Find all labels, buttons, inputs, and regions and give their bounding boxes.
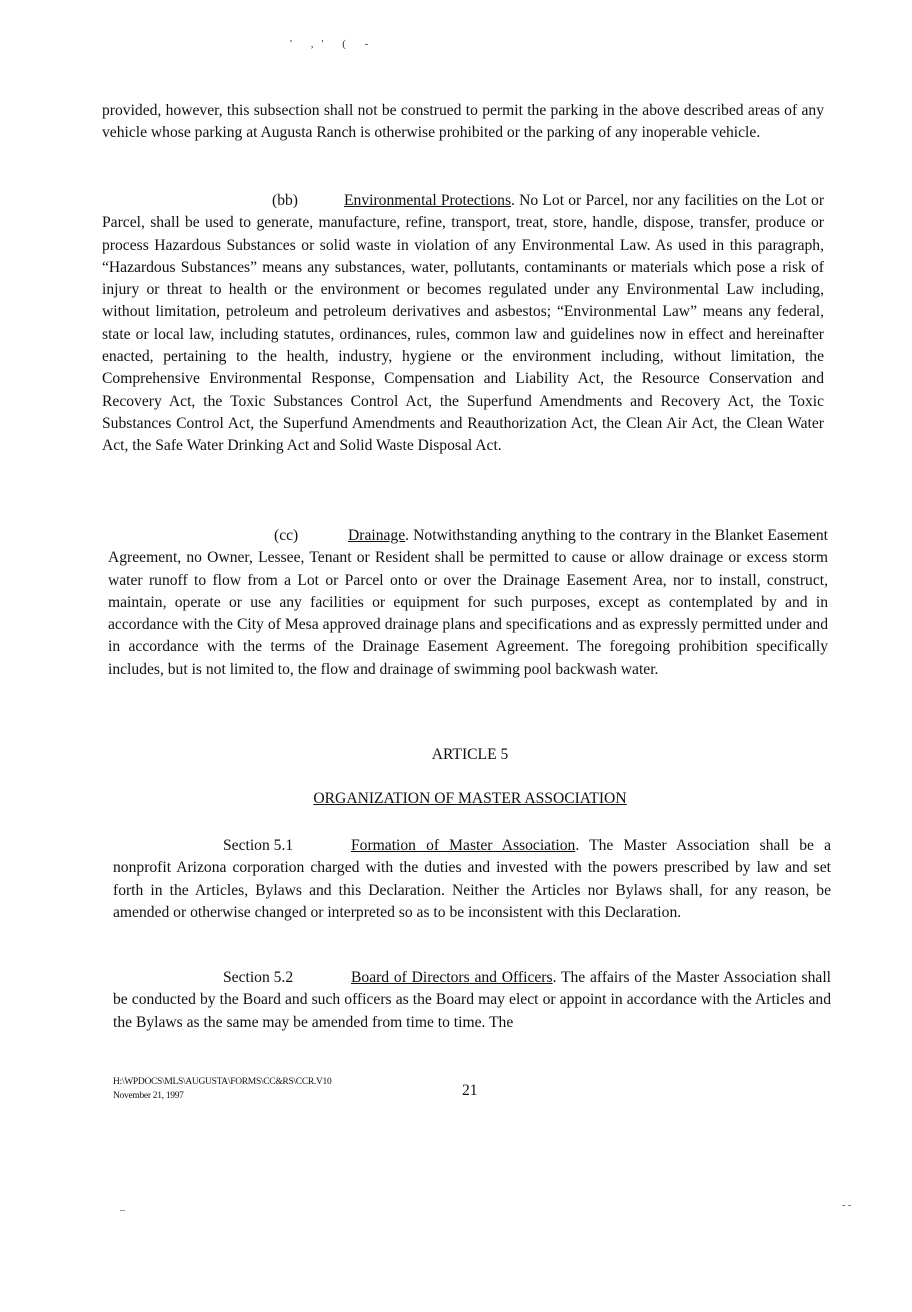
paragraph-cc-label: (cc) [274,527,299,544]
footer-date: November 21, 1997 [113,1091,184,1101]
paragraph-bb-label: (bb) [272,192,298,209]
paragraph-bb-body: . No Lot or Parcel, nor any facilities on the Lot or Parcel, shall be used to generate, manufacture, refine, transport, treat, store, handle, dispose, transfer, produce or process Hazardous Substances or solid waste in violation of any Environmental Law. As used in this paragraph, “Hazardous Substances” means any substances, water, pollutants, contaminants or materials which pose a risk of injury or threat to health or the environment or becomes regulated under any Environmental Law including, without limitation, petroleum and petroleum derivatives and asbestos; “Environmental Law” means any federal, state or local law, including statutes, ordinances, rules, common law and guidelines now in effect and hereinafter enacted, pertaining to the health, industry, hygiene or the environment including, without limitation, the Comprehensive Environmental Response, Compensation and Liability Act, the Resource Conservation and Recovery Act, the Toxic Substances Control Act, the Superfund Amendments and Recovery Act, the Toxic Substances Control Act, the Superfund Amendments and Reauthorization Act, the Clean Air Act, the Clean Water Act, the Safe Water Drinking Act and Solid Waste Disposal Act. [102,192,825,455]
footer-file-path [113,1075,331,1103]
article-title: ORGANIZATION OF MASTER ASSOCIATION [313,790,627,807]
section-5-1-heading: Formation of Master Association [351,837,576,854]
section-5-1-label: Section 5.1 [223,837,294,854]
scan-dash-left: – [120,1205,125,1216]
section-5-2-heading: Board of Directors and Officers [351,969,553,986]
section-5-1 [113,835,831,924]
section-5-1-body: . The Master Association shall be a nonprofit Arizona corporation charged with the duties and invested with the powers prescribed by law and set forth in the Articles, Bylaws and this Declaration. Neither the Articles nor Bylaws shall, for any reason, be amended or otherwise changed or interpreted so as to be inconsistent with this Declaration. [113,837,831,921]
continuation-paragraph: provided, however, this subsection shall not be construed to permit the parking in the above described areas of any vehicle whose parking at Augusta Ranch is otherwise prohibited or the parking of any inoperable vehicle. [102,102,824,142]
paragraph-cc [108,525,828,681]
scan-artifact-marks: ' ,' ( - [290,38,377,50]
paragraph-cc-body: . Notwithstanding anything to the contrary in the Blanket Easement Agreement, no Owner, Lessee, Tenant or Resident shall be permitted to cause or allow drainage or excess storm water runoff to flow from a Lot or Parcel onto or over the Drainage Easement Area, nor to install, construct, maintain, operate or use any facilities or equipment for such purposes, except as contemplated by and in accordance with the City of Mesa approved drainage plans and specifications and as expressly permitted under and in accordance with the terms of the Drainage Easement Agreement. The foregoing prohibition specifically includes, but is not limited to, the flow and drainage of swimming pool backwash water. [108,527,828,678]
section-5-2 [113,967,831,1034]
article-number: ARTICLE 5 [431,746,509,763]
page-number: 21 [462,1082,478,1099]
paragraph-cc-heading: Drainage [348,527,406,544]
paragraph-bb [102,190,824,458]
section-5-2-body: . The affairs of the Master Association shall be conducted by the Board and such officers as the Board may elect or appoint in accordance with the Articles and the Bylaws as the same may be amended from time to time. The [113,969,831,1031]
paragraph-bb-heading: Environmental Protections [344,192,512,209]
scan-dash-right: - - [842,1200,852,1211]
footer-path-text: H:\WPDOCS\MLS\AUGUSTA\FORMS\CC&RS\CCR.V10 [113,1077,332,1087]
section-5-2-label: Section 5.2 [223,969,294,986]
